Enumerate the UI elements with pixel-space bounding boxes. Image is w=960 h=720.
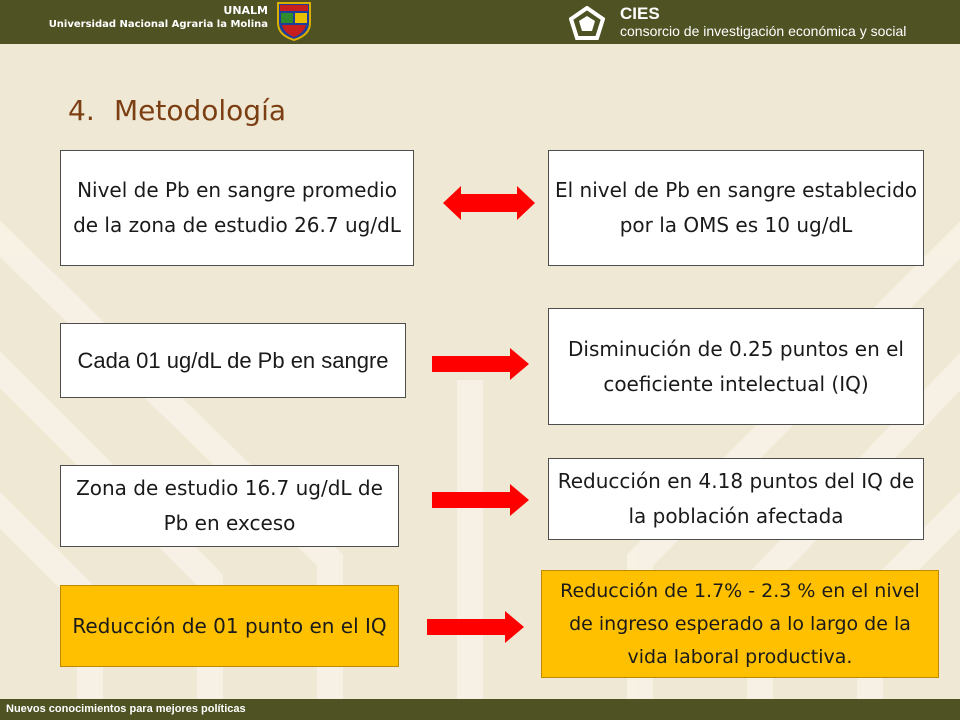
footer-bar [0, 699, 960, 720]
income-reduction-box [541, 570, 939, 678]
institution-name: Universidad Nacional Agraria la Molina [48, 19, 268, 30]
title-text: Metodología [114, 94, 287, 127]
institution-abbr: UNALM [223, 4, 268, 17]
right-arrow-icon [432, 484, 529, 516]
row1-right-text: El nivel de Pb en sangre establecido por la OMS es 10 ug/dL [555, 178, 918, 237]
oms-reference-box [548, 150, 924, 266]
footer-slogan: Nuevos conocimientos para mejores políticas [6, 703, 246, 715]
one-point-iq-box [60, 585, 399, 667]
iq-decrease-box [548, 308, 924, 425]
row4-left-text: Reducción de 01 punto en el IQ [72, 613, 387, 638]
double-arrow-icon [443, 186, 535, 220]
partner-tagline: consorcio de investigación económica y social [620, 23, 907, 39]
row2-left-text: Cada 01 ug/dL de Pb en sangre [77, 347, 389, 373]
right-arrow-icon [432, 348, 529, 380]
iq-reduction-box [548, 458, 924, 540]
title-number: 4. [68, 94, 95, 127]
header-bar [0, 0, 960, 44]
row3-left-text: Zona de estudio 16.7 ug/dL de Pb en exceso [76, 476, 383, 535]
per-unit-lead-box [60, 323, 406, 398]
blood-lead-average-box [60, 150, 414, 266]
right-arrow-icon [427, 611, 524, 643]
row1-left-text: Nivel de Pb en sangre promedio de la zona de estudio 26.7 ug/dL [73, 178, 401, 237]
row2-right-text: Disminución de 0.25 puntos en el coeficiente intelectual (IQ) [568, 336, 904, 396]
cies-logo-icon [569, 6, 605, 40]
excess-lead-box [60, 465, 399, 547]
unalm-label [49, 4, 268, 32]
slide-title [68, 93, 286, 129]
row3-right-text: Reducción en 4.18 puntos del IQ de la población afectada [557, 469, 915, 528]
row4-right-text: Reducción de 1.7% - 2.3 % en el nivel de ingreso esperado a lo largo de la vida laboral productiva. [560, 579, 920, 668]
unalm-shield-icon [276, 1, 312, 41]
partner-name: CIES [620, 4, 660, 23]
